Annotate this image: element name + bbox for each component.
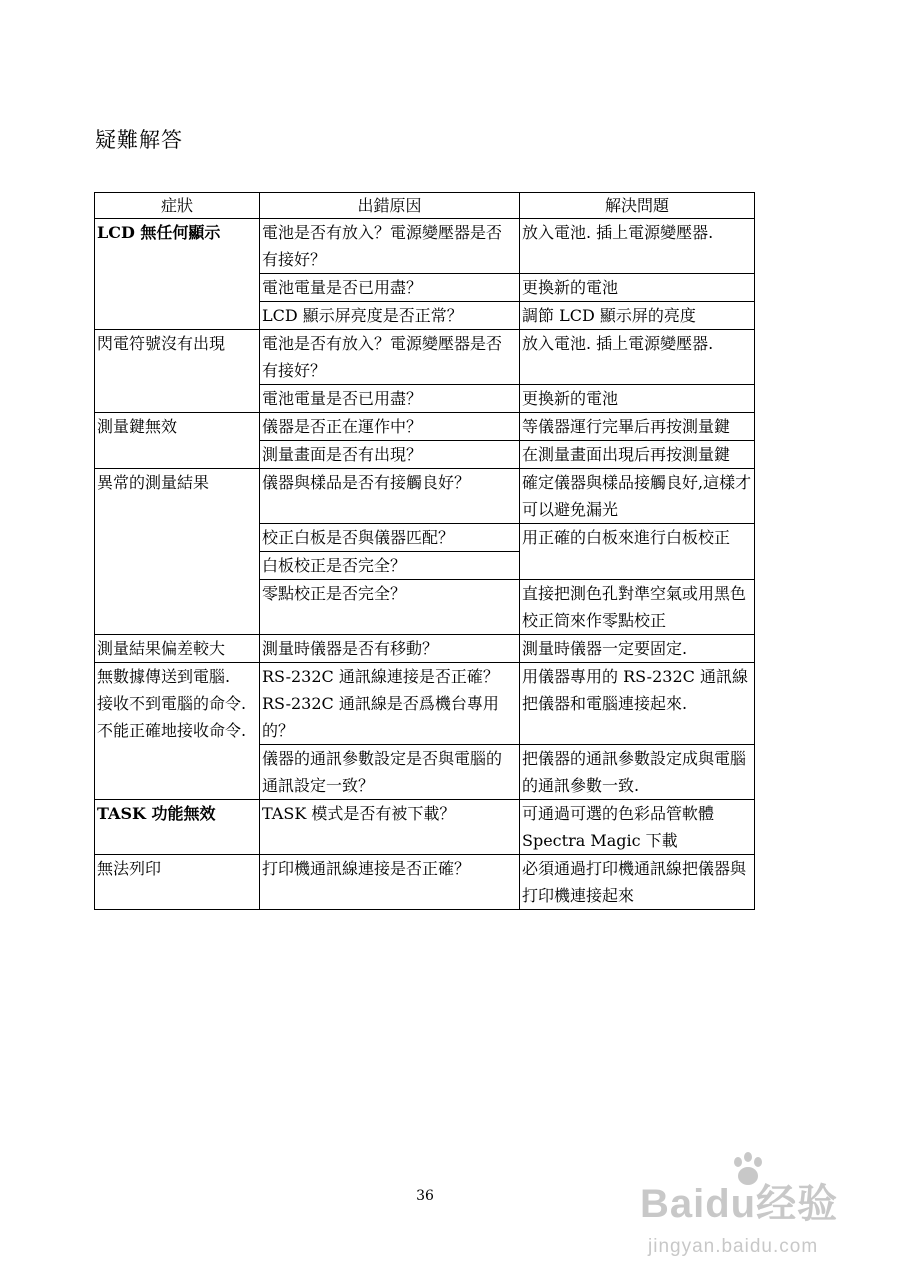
cause-cell: 儀器與樣品是否有接觸良好？ xyxy=(260,469,520,524)
solution-cell: 等儀器運行完畢后再按測量鍵 xyxy=(520,413,755,441)
cause-cell: 打印機通訊線連接是否正確？ xyxy=(260,855,520,910)
symptom-text: TASK 功能無效 xyxy=(97,804,216,823)
cause-cell: 電池電量是否已用盡？ xyxy=(260,385,520,413)
cause-cell: 測量時儀器是否有移動？ xyxy=(260,635,520,663)
symptom-cell xyxy=(95,663,260,800)
solution-cell: 直接把測色孔對準空氣或用黑色校正筒來作零點校正 xyxy=(520,580,755,635)
symptom-line: 不能正確地接收命令. xyxy=(97,721,247,740)
table-row xyxy=(95,800,755,855)
solution-cell: 放入電池. 插上電源變壓器. xyxy=(520,330,755,385)
symptom-cell: 異常的測量結果 xyxy=(95,469,260,635)
cause-line: RS-232C 通訊線連接是否正確？ xyxy=(262,667,499,686)
cause-cell xyxy=(260,663,520,745)
symptom-line: 無數據傳送到電腦. xyxy=(97,667,231,686)
symptom-cell xyxy=(95,219,260,330)
symptom-cell: 測量結果偏差較大 xyxy=(95,635,260,663)
cause-cell: 電池是否有放入？電源變壓器是否有接好？ xyxy=(260,330,520,385)
symptom-cell: 測量鍵無效 xyxy=(95,413,260,469)
watermark-url: jingyan.baidu.com xyxy=(648,1236,819,1257)
solution-cell: 用儀器專用的 RS-232C 通訊線把儀器和電腦連接起來. xyxy=(520,663,755,745)
symptom-cell: 無法列印 xyxy=(95,855,260,910)
solution-line: 可通過可選的色彩品管軟體 xyxy=(522,804,715,823)
table-row xyxy=(95,413,755,441)
table-row xyxy=(95,855,755,910)
header-symptom: 症狀 xyxy=(95,193,260,219)
table-row xyxy=(95,469,755,524)
solution-line: Spectra Magic 下載 xyxy=(522,831,678,850)
symptom-cell xyxy=(95,800,260,855)
cause-cell: TASK 模式是否有被下載？ xyxy=(260,800,520,855)
header-cause: 出錯原因 xyxy=(260,193,520,219)
header-solution: 解決問題 xyxy=(520,193,755,219)
table-row xyxy=(95,663,755,745)
symptom-cell: 閃電符號沒有出現 xyxy=(95,330,260,413)
cause-cell: 白板校正是否完全？ xyxy=(260,552,520,580)
cause-cell: 測量畫面是否有出現？ xyxy=(260,441,520,469)
table-row xyxy=(95,219,755,274)
cause-cell: LCD 顯示屏亮度是否正常？ xyxy=(260,302,520,330)
solution-cell: 測量時儀器一定要固定. xyxy=(520,635,755,663)
table-row xyxy=(95,635,755,663)
solution-cell: 放入電池. 插上電源變壓器. xyxy=(520,219,755,274)
solution-cell: 更換新的電池 xyxy=(520,385,755,413)
table-row xyxy=(95,330,755,385)
cause-cell: 校正白板是否與儀器匹配？ xyxy=(260,524,520,552)
page-title: 疑難解答 xyxy=(95,128,183,152)
watermark-brand: Baidu经验 xyxy=(640,1182,839,1226)
solution-cell: 確定儀器與樣品接觸良好,這樣才可以避免漏光 xyxy=(520,469,755,524)
baidu-watermark xyxy=(640,1150,860,1270)
solution-cell: 把儀器的通訊參數設定成與電腦的通訊參數一致. xyxy=(520,745,755,800)
solution-cell xyxy=(520,800,755,855)
symptom-line: 接收不到電腦的命令. xyxy=(97,694,247,713)
symptom-text: LCD 無任何顯示 xyxy=(97,223,221,242)
troubleshooting-table xyxy=(94,192,755,910)
solution-cell: 必須通過打印機通訊線把儀器與打印機連接起來 xyxy=(520,855,755,910)
solution-cell: 在測量畫面出現后再按測量鍵 xyxy=(520,441,755,469)
cause-cell: 電池是否有放入？電源變壓器是否有接好？ xyxy=(260,219,520,274)
cause-line: RS-232C 通訊線是否爲機台專用的？ xyxy=(262,694,499,740)
cause-cell: 電池電量是否已用盡？ xyxy=(260,274,520,302)
cause-cell: 儀器是否正在運作中？ xyxy=(260,413,520,441)
page-number: 36 xyxy=(416,1188,434,1204)
cause-cell: 儀器的通訊參數設定是否與電腦的通訊設定一致？ xyxy=(260,745,520,800)
solution-cell: 用正確的白板來進行白板校正 xyxy=(520,524,755,580)
solution-cell: 調節 LCD 顯示屏的亮度 xyxy=(520,302,755,330)
cause-cell: 零點校正是否完全？ xyxy=(260,580,520,635)
table-header-row xyxy=(95,193,755,219)
solution-cell: 更換新的電池 xyxy=(520,274,755,302)
